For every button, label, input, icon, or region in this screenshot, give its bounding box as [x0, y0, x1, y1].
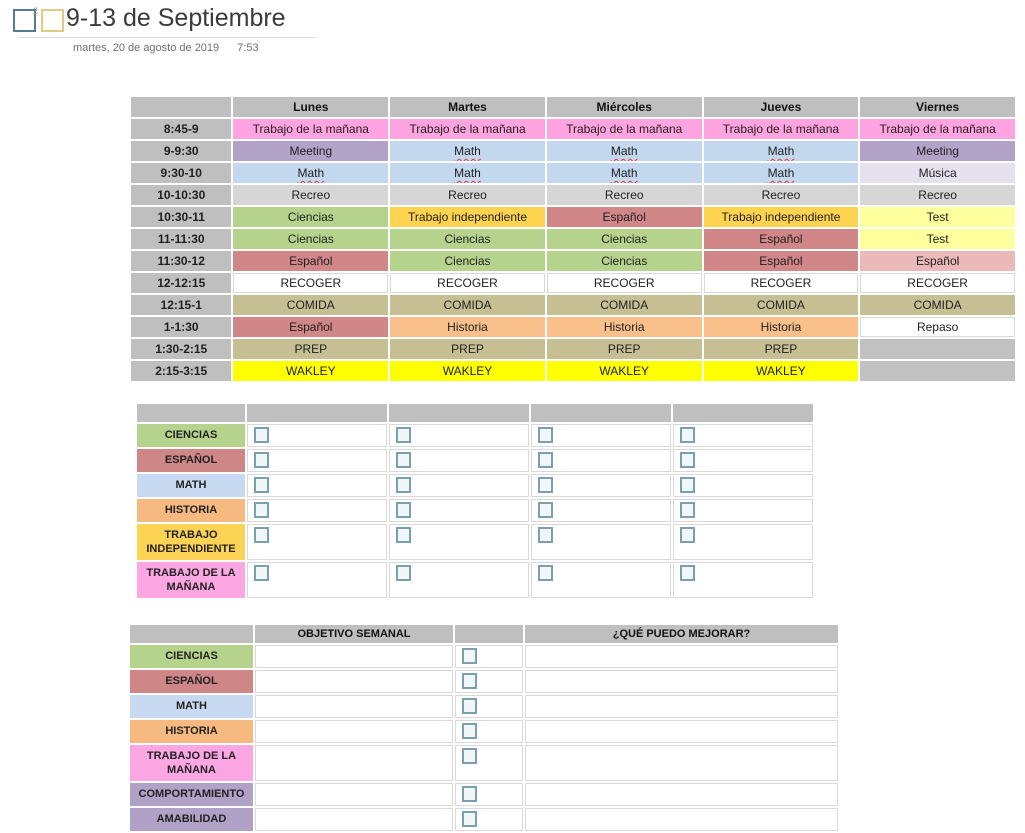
empty-checkbox[interactable] [254, 427, 269, 443]
empty-checkbox[interactable] [538, 477, 553, 493]
schedule-cell [233, 295, 388, 315]
checklist-row [137, 499, 813, 522]
subject-label-cell: TRABAJO INDEPENDIENTE [137, 524, 245, 560]
empty-checkbox[interactable] [396, 427, 411, 443]
empty-checkbox[interactable] [462, 786, 477, 802]
schedule-cell [704, 229, 859, 249]
time-cell: 12:15-1 [131, 295, 231, 315]
empty-checkbox[interactable] [462, 698, 477, 714]
checklist-check-cell[interactable] [389, 524, 529, 560]
schedule-cell [547, 119, 702, 139]
schedule-cell-text: Historia [760, 320, 802, 334]
schedule-cell [860, 185, 1015, 205]
goals-row [130, 808, 838, 831]
schedule-cell [547, 251, 702, 271]
empty-checkbox[interactable] [396, 502, 411, 518]
subject-label-cell: HISTORIA [130, 720, 253, 743]
mejorar-input-cell[interactable] [525, 745, 838, 781]
subject-label-cell: COMPORTAMIENTO [130, 783, 253, 806]
schedule-cell [390, 339, 545, 359]
empty-checkbox[interactable] [462, 748, 477, 764]
schedule-cell [704, 141, 859, 161]
schedule-cell [860, 119, 1015, 139]
schedule-cell [233, 141, 388, 161]
schedule-header-row [131, 97, 1015, 117]
schedule-cell-text: RECOGER [280, 276, 342, 290]
schedule-cell-text: PREP [607, 342, 641, 356]
schedule-cell [390, 207, 545, 227]
mejorar-input-cell[interactable] [525, 783, 838, 806]
schedule-cell [390, 185, 545, 205]
schedule-cell [233, 119, 388, 139]
day-header-cell: Martes [390, 97, 545, 117]
checklist-check-cell[interactable] [247, 524, 387, 560]
checklist-check-cell[interactable] [389, 499, 529, 522]
schedule-cell [547, 229, 702, 249]
empty-checkbox[interactable] [680, 452, 695, 468]
checklist-check-cell[interactable] [531, 474, 671, 497]
schedule-cell-text: Math [297, 166, 325, 180]
schedule-cell-text: Trabajo de la mañana [879, 122, 996, 136]
checklist-check-cell[interactable] [531, 424, 671, 447]
schedule-cell-text: Test [926, 232, 949, 246]
tag-count-badge: 2 [33, 6, 39, 16]
schedule-cell-text: WAKLEY [286, 364, 336, 378]
schedule-cell-text: Español [289, 320, 333, 334]
schedule-cell [233, 185, 388, 205]
schedule-cell [547, 141, 702, 161]
checklist-row [137, 524, 813, 560]
checklist-row [137, 474, 813, 497]
schedule-cell-text: RECOGER [437, 276, 498, 290]
schedule-cell [547, 207, 702, 227]
schedule-cell [547, 163, 702, 183]
schedule-cell [390, 273, 545, 293]
empty-checkbox[interactable] [538, 452, 553, 468]
day-header-cell: Jueves [704, 97, 859, 117]
schedule-row [131, 317, 1015, 337]
goals-check-cell[interactable] [455, 720, 523, 743]
time-cell: 9-9:30 [131, 141, 231, 161]
schedule-cell-text: Ciencias [601, 232, 648, 246]
weekly-schedule-table [129, 95, 1017, 383]
schedule-cell [390, 361, 545, 381]
schedule-cell [547, 295, 702, 315]
schedule-cell-text: Español [759, 254, 803, 268]
schedule-cell [547, 339, 702, 359]
schedule-cell-text: Trabajo de la mañana [409, 122, 526, 136]
mejorar-header-cell: ¿QUÉ PUEDO MEJORAR? [525, 625, 838, 643]
time-cell: 1-1:30 [131, 317, 231, 337]
goals-check-cell[interactable] [455, 670, 523, 693]
schedule-cell-text: Español [915, 254, 960, 268]
schedule-cell-text: COMIDA [756, 298, 805, 312]
subject-label-cell: MATH [137, 474, 245, 497]
empty-checkbox[interactable] [396, 477, 411, 493]
checklist-header-cell [673, 404, 813, 422]
mejorar-input-cell[interactable] [525, 695, 838, 718]
schedule-cell-text: COMIDA [913, 298, 962, 312]
empty-checkbox[interactable] [254, 527, 269, 543]
mejorar-input-cell[interactable] [525, 808, 838, 831]
yellow-tag-checkbox[interactable] [41, 9, 64, 32]
checklist-check-cell[interactable] [673, 524, 813, 560]
schedule-cell-text: Trabajo de la mañana [252, 122, 369, 136]
schedule-cell-text: Recreo [604, 188, 644, 202]
checklist-row [137, 449, 813, 472]
mejorar-input-cell[interactable] [525, 670, 838, 693]
schedule-cell [704, 251, 859, 271]
goals-row [130, 645, 838, 668]
subject-label-cell: CIENCIAS [130, 645, 253, 668]
schedule-row [131, 361, 1015, 381]
day-header-cell: Viernes [860, 97, 1015, 117]
time-cell: 11:30-12 [131, 251, 231, 271]
schedule-cell-text: Recreo [291, 188, 331, 202]
checklist-check-cell[interactable] [673, 499, 813, 522]
schedule-cell [390, 295, 545, 315]
empty-checkbox[interactable] [462, 723, 477, 739]
schedule-cell [547, 361, 702, 381]
schedule-cell [390, 119, 545, 139]
schedule-cell [390, 141, 545, 161]
mejorar-input-cell[interactable] [525, 645, 838, 668]
schedule-cell-text: Math [767, 144, 795, 158]
schedule-cell-text: Ciencias [444, 232, 491, 246]
checklist-check-cell[interactable] [389, 424, 529, 447]
objetivo-input-cell[interactable] [255, 808, 453, 831]
schedule-cell-text: Recreo [448, 188, 487, 202]
schedule-cell [860, 317, 1015, 337]
checklist-header-cell [531, 404, 671, 422]
schedule-row [131, 273, 1015, 293]
schedule-corner-cell [131, 97, 231, 117]
schedule-cell-text: WAKLEY [442, 364, 493, 378]
page-title[interactable]: 9-13 de Septiembre [66, 4, 286, 32]
schedule-cell-text: Recreo [761, 188, 801, 202]
schedule-cell [233, 251, 388, 271]
schedule-cell [704, 295, 859, 315]
schedule-cell-text: Repaso [916, 320, 959, 334]
schedule-cell-text: Español [289, 254, 333, 268]
checklist-row [137, 562, 813, 598]
goals-header-cell [130, 625, 253, 643]
schedule-cell-text: PREP [451, 342, 484, 356]
schedule-cell-text: Math [767, 166, 795, 180]
schedule-cell [233, 229, 388, 249]
subject-label-cell: ESPAÑOL [137, 449, 245, 472]
schedule-cell-text: Ciencias [444, 254, 491, 268]
objetivo-input-cell[interactable] [255, 745, 453, 781]
goals-header-cell [455, 625, 523, 643]
page-meta [73, 42, 259, 54]
empty-checkbox[interactable] [680, 477, 695, 493]
schedule-cell [390, 229, 545, 249]
schedule-cell-text: Meeting [289, 144, 333, 158]
schedule-row [131, 119, 1015, 139]
schedule-cell-text: Math [610, 166, 638, 180]
schedule-cell-text: Meeting [916, 144, 959, 158]
schedule-row [131, 339, 1015, 359]
schedule-row [131, 207, 1015, 227]
schedule-cell [547, 273, 702, 293]
schedule-cell-text: Ciencias [601, 254, 648, 268]
schedule-cell [860, 339, 1015, 359]
schedule-cell [860, 163, 1015, 183]
checklist-header-cell [247, 404, 387, 422]
schedule-cell-text: Trabajo independiente [721, 210, 841, 224]
time-cell: 10-10:30 [131, 185, 231, 205]
schedule-cell [704, 339, 859, 359]
objetivo-input-cell[interactable] [255, 645, 453, 668]
schedule-cell-text: Música [918, 166, 957, 180]
checklist-check-cell[interactable] [247, 449, 387, 472]
schedule-cell [547, 317, 702, 337]
empty-checkbox[interactable] [462, 673, 477, 689]
schedule-row [131, 229, 1015, 249]
schedule-cell-text: PREP [764, 342, 798, 356]
goals-check-cell[interactable] [455, 808, 523, 831]
checklist-check-cell[interactable] [247, 499, 387, 522]
schedule-cell [233, 163, 388, 183]
mejorar-input-cell[interactable] [525, 720, 838, 743]
schedule-cell [547, 185, 702, 205]
schedule-cell-text: Trabajo de la mañana [566, 122, 683, 136]
schedule-cell [704, 163, 859, 183]
checklist-check-cell[interactable] [247, 424, 387, 447]
subject-label-cell: AMABILIDAD [130, 808, 253, 831]
subject-label-cell: ESPAÑOL [130, 670, 253, 693]
checklist-check-cell[interactable] [389, 449, 529, 472]
checklist-check-cell[interactable] [247, 562, 387, 598]
schedule-cell [233, 207, 388, 227]
day-header-cell: Miércoles [547, 97, 702, 117]
checklist-check-cell[interactable] [673, 424, 813, 447]
schedule-cell-text: WAKLEY [599, 364, 649, 378]
schedule-cell-text: Trabajo de la mañana [722, 122, 840, 136]
schedule-cell-text: PREP [294, 342, 328, 356]
schedule-row [131, 295, 1015, 315]
objetivo-input-cell[interactable] [255, 783, 453, 806]
checklist-check-cell[interactable] [673, 474, 813, 497]
empty-checkbox[interactable] [462, 811, 477, 827]
goals-header-row [130, 625, 838, 643]
time-cell: 10:30-11 [131, 207, 231, 227]
schedule-cell [704, 119, 859, 139]
goals-check-cell[interactable] [455, 745, 523, 781]
time-cell: 9:30-10 [131, 163, 231, 183]
objetivo-input-cell[interactable] [255, 695, 453, 718]
page-date: martes, 20 de agosto de 2019 [73, 42, 220, 54]
empty-checkbox[interactable] [680, 565, 695, 581]
empty-checkbox[interactable] [680, 427, 695, 443]
checklist-check-cell[interactable] [389, 562, 529, 598]
objetivo-input-cell[interactable] [255, 720, 453, 743]
schedule-cell [860, 273, 1015, 293]
schedule-cell-text: Math [610, 144, 638, 158]
schedule-cell [704, 361, 859, 381]
schedule-cell-text: RECOGER [907, 276, 968, 290]
schedule-cell-text: Historia [447, 320, 488, 334]
schedule-cell-text: WAKLEY [756, 364, 806, 378]
schedule-cell [704, 317, 859, 337]
goals-row [130, 720, 838, 743]
schedule-cell [233, 317, 388, 337]
time-cell: 1:30-2:15 [131, 339, 231, 359]
schedule-cell [390, 317, 545, 337]
empty-checkbox[interactable] [538, 527, 553, 543]
empty-checkbox[interactable] [462, 648, 477, 664]
schedule-cell [860, 229, 1015, 249]
subject-label-cell: CIENCIAS [137, 424, 245, 447]
goals-row [130, 695, 838, 718]
empty-checkbox[interactable] [538, 427, 553, 443]
subject-label-cell: HISTORIA [137, 499, 245, 522]
subject-label-cell: TRABAJO DE LA MAÑANA [130, 745, 253, 781]
schedule-cell [860, 295, 1015, 315]
schedule-cell [390, 251, 545, 271]
day-header-cell: Lunes [233, 97, 388, 117]
schedule-cell-text: Historia [603, 320, 645, 334]
schedule-cell-text: Math [454, 144, 481, 158]
schedule-cell-text: Ciencias [287, 232, 334, 246]
schedule-cell-text: Español [602, 210, 646, 224]
subject-label-cell: MATH [130, 695, 253, 718]
schedule-cell-text: RECOGER [593, 276, 655, 290]
schedule-cell-text: Recreo [918, 188, 957, 202]
schedule-cell [704, 185, 859, 205]
title-underline [18, 37, 316, 38]
time-cell: 8:45-9 [131, 119, 231, 139]
schedule-cell [233, 361, 388, 381]
goals-row [130, 783, 838, 806]
schedule-cell [704, 207, 859, 227]
empty-checkbox[interactable] [396, 452, 411, 468]
goals-check-cell[interactable] [455, 645, 523, 668]
goals-row [130, 745, 838, 781]
empty-checkbox[interactable] [538, 565, 553, 581]
schedule-row [131, 251, 1015, 271]
schedule-cell-text: Math [454, 166, 481, 180]
schedule-cell [704, 273, 859, 293]
schedule-cell [860, 141, 1015, 161]
empty-checkbox[interactable] [254, 565, 269, 581]
objetivo-header-cell: OBJETIVO SEMANAL [255, 625, 453, 643]
objetivo-input-cell[interactable] [255, 670, 453, 693]
goals-check-cell[interactable] [455, 783, 523, 806]
subject-label-cell: TRABAJO DE LA MAÑANA [137, 562, 245, 598]
empty-checkbox[interactable] [396, 565, 411, 581]
checklist-check-cell[interactable] [531, 499, 671, 522]
page-time: 7:53 [237, 42, 259, 54]
schedule-cell [860, 207, 1015, 227]
schedule-cell-text: Español [759, 232, 803, 246]
checklist-check-cell[interactable] [673, 562, 813, 598]
schedule-row [131, 185, 1015, 205]
schedule-row [131, 141, 1015, 161]
checklist-check-cell[interactable] [531, 562, 671, 598]
schedule-cell [233, 273, 388, 293]
checklist-check-cell[interactable] [531, 524, 671, 560]
time-cell: 2:15-3:15 [131, 361, 231, 381]
schedule-row [131, 163, 1015, 183]
subject-checklist-table [135, 402, 815, 600]
time-cell: 11-11:30 [131, 229, 231, 249]
time-cell: 12-12:15 [131, 273, 231, 293]
weekly-goals-table [128, 623, 840, 833]
empty-checkbox[interactable] [538, 502, 553, 518]
empty-checkbox[interactable] [680, 527, 695, 543]
checklist-check-cell[interactable] [673, 449, 813, 472]
schedule-cell [860, 361, 1015, 381]
page-tags [13, 6, 64, 32]
empty-checkbox[interactable] [680, 502, 695, 518]
schedule-cell-text: RECOGER [750, 276, 812, 290]
checklist-row [137, 424, 813, 447]
checklist-check-cell[interactable] [247, 474, 387, 497]
empty-checkbox[interactable] [254, 452, 269, 468]
schedule-cell [390, 163, 545, 183]
empty-checkbox[interactable] [254, 502, 269, 518]
empty-checkbox[interactable] [396, 527, 411, 543]
schedule-cell-text: Test [926, 210, 949, 224]
checklist-check-cell[interactable] [531, 449, 671, 472]
schedule-cell-text: Trabajo independiente [408, 210, 527, 224]
schedule-cell-text: COMIDA [600, 298, 649, 312]
checklist-header-cell [137, 404, 245, 422]
empty-checkbox[interactable] [254, 477, 269, 493]
schedule-cell-text: COMIDA [443, 298, 492, 312]
checklist-check-cell[interactable] [389, 474, 529, 497]
checklist-header-row [137, 404, 813, 422]
schedule-cell-text: COMIDA [286, 298, 335, 312]
schedule-cell [860, 251, 1015, 271]
goals-row [130, 670, 838, 693]
schedule-cell [233, 339, 388, 359]
goals-check-cell[interactable] [455, 695, 523, 718]
checklist-header-cell [389, 404, 529, 422]
schedule-cell-text: Ciencias [287, 210, 334, 224]
